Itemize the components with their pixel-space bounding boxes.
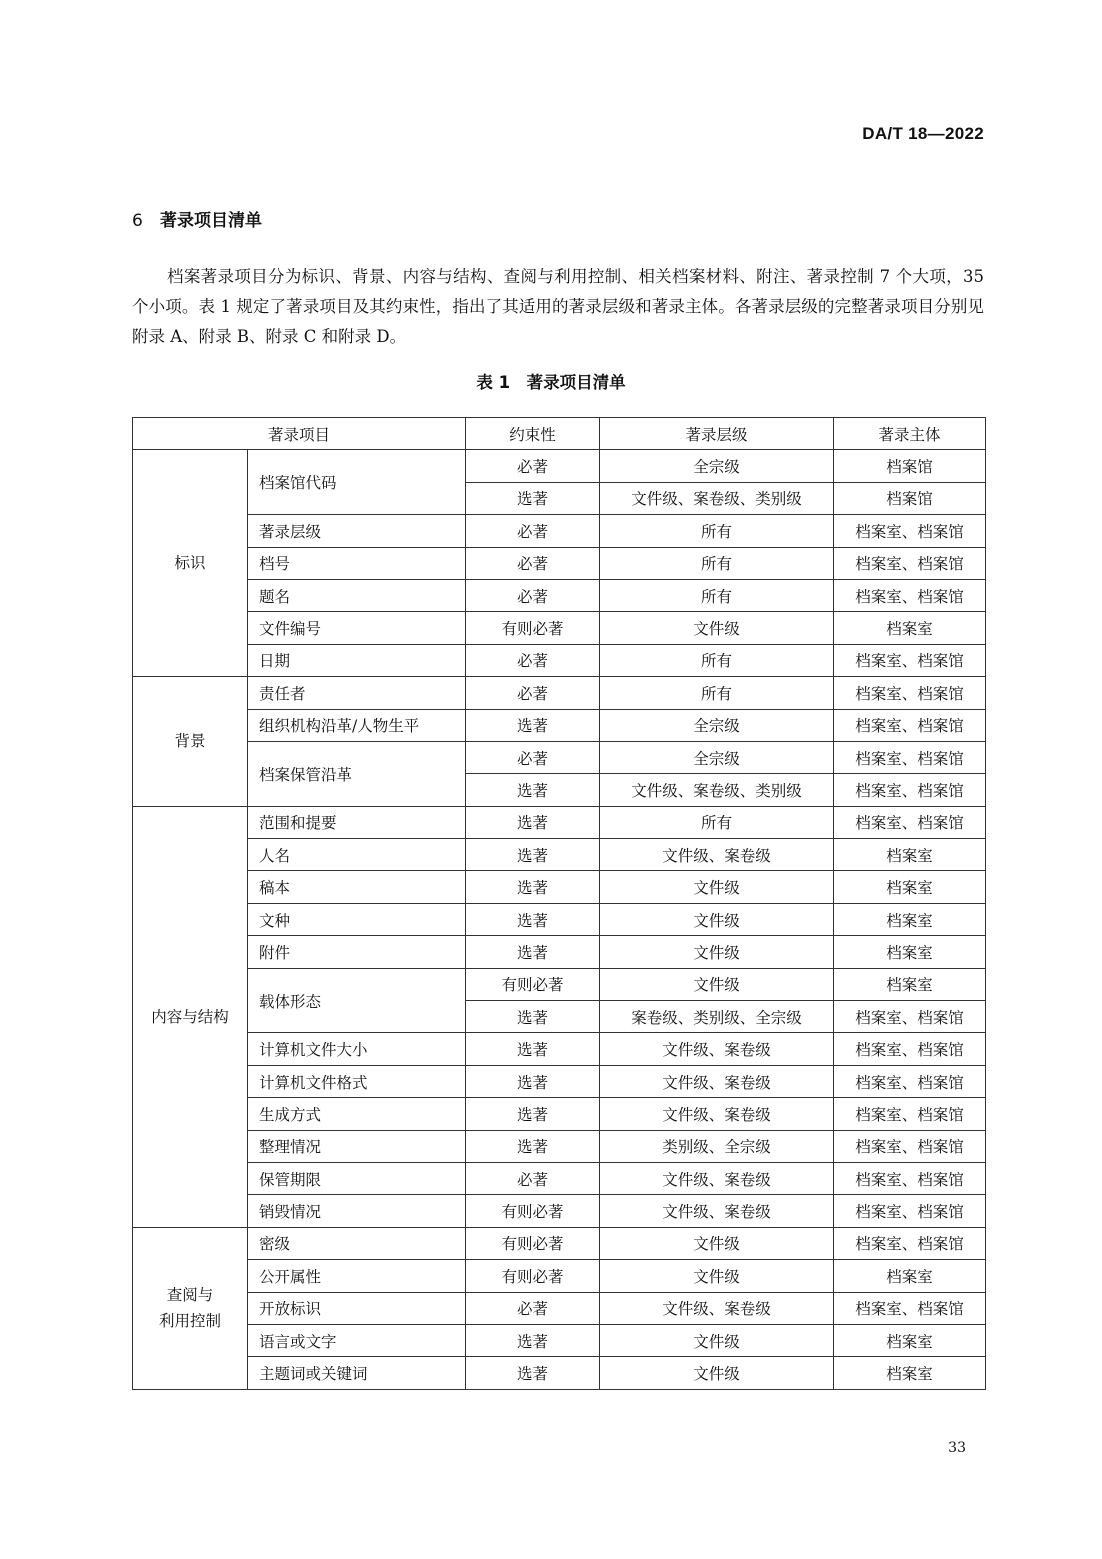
category-cell: 背景 [133, 677, 248, 807]
constraint-cell: 必著 [466, 1162, 600, 1194]
item-name-cell: 责任者 [248, 677, 466, 709]
table-row [133, 677, 986, 709]
level-cell: 所有 [600, 515, 834, 547]
category-cell: 内容与结构 [133, 806, 248, 1227]
level-cell: 文件级、案卷级 [600, 839, 834, 871]
constraint-cell: 有则必著 [466, 612, 600, 644]
table-header-row [133, 418, 986, 450]
constraint-cell: 选著 [466, 1001, 600, 1033]
category-cell: 标识 [133, 450, 248, 677]
subject-cell: 档案室 [834, 839, 986, 871]
subject-cell: 档案室、档案馆 [834, 1065, 986, 1097]
constraint-cell: 必著 [466, 547, 600, 579]
subject-cell: 档案室、档案馆 [834, 774, 986, 806]
table-row [133, 1033, 986, 1065]
constraint-cell: 选著 [466, 482, 600, 514]
column-header-item: 著录项目 [133, 418, 466, 450]
subject-cell: 档案馆 [834, 450, 986, 482]
subject-cell: 档案室 [834, 1260, 986, 1292]
item-name-cell: 生成方式 [248, 1098, 466, 1130]
level-cell: 文件级、案卷级 [600, 1033, 834, 1065]
constraint-cell: 必著 [466, 741, 600, 773]
subject-cell: 档案室、档案馆 [834, 547, 986, 579]
subject-cell: 档案室、档案馆 [834, 741, 986, 773]
level-cell: 文件级、案卷级 [600, 1292, 834, 1324]
category-cell: 查阅与 利用控制 [133, 1227, 248, 1389]
body-paragraph: 档案著录项目分为标识、背景、内容与结构、查阅与利用控制、相关档案材料、附注、著录控制 7 个大项，35 个小项。表 1 规定了著录项目及其约束性，指出了其适用的著录层级和著录主体。各著录层级的完整著录项目分别见附录 A、附录 B、附录 C 和附录 D。 [132, 267, 984, 346]
constraint-cell: 必著 [466, 579, 600, 611]
level-cell: 文件级、案卷级 [600, 1098, 834, 1130]
item-name-cell: 整理情况 [248, 1130, 466, 1162]
constraint-cell: 有则必著 [466, 968, 600, 1000]
level-cell: 文件级 [600, 1227, 834, 1259]
constraint-cell: 选著 [466, 1324, 600, 1356]
subject-cell: 档案室、档案馆 [834, 709, 986, 741]
subject-cell: 档案室 [834, 1324, 986, 1356]
subject-cell: 档案室、档案馆 [834, 1001, 986, 1033]
item-name-cell: 语言或文字 [248, 1324, 466, 1356]
constraint-cell: 选著 [466, 774, 600, 806]
table-row [133, 871, 986, 903]
section-number: 6 [132, 211, 143, 231]
level-cell: 文件级、案卷级、类别级 [600, 774, 834, 806]
table-row [133, 579, 986, 611]
table-row [133, 1357, 986, 1389]
table-row [133, 1195, 986, 1227]
table-row [133, 806, 986, 838]
subject-cell: 档案室、档案馆 [834, 1195, 986, 1227]
table-row [133, 1227, 986, 1259]
table-row [133, 450, 986, 482]
standard-code: DA/T 18—2022 [862, 124, 984, 143]
subject-cell: 档案室、档案馆 [834, 579, 986, 611]
table-row [133, 741, 986, 773]
table-row [133, 1162, 986, 1194]
item-name-cell: 主题词或关键词 [248, 1357, 466, 1389]
item-name-cell: 档案馆代码 [248, 450, 466, 515]
section-heading [132, 206, 262, 231]
subject-cell: 档案室、档案馆 [834, 1098, 986, 1130]
subject-cell: 档案室、档案馆 [834, 1227, 986, 1259]
constraint-cell: 必著 [466, 677, 600, 709]
table-caption: 表 1 著录项目清单 [476, 373, 626, 392]
item-name-cell: 附件 [248, 936, 466, 968]
item-name-cell: 销毁情况 [248, 1195, 466, 1227]
table-row [133, 1260, 986, 1292]
level-cell: 所有 [600, 547, 834, 579]
constraint-cell: 必著 [466, 450, 600, 482]
subject-cell: 档案室 [834, 871, 986, 903]
constraint-cell: 有则必著 [466, 1195, 600, 1227]
level-cell: 文件级 [600, 612, 834, 644]
subject-cell: 档案室 [834, 968, 986, 1000]
level-cell: 全宗级 [600, 709, 834, 741]
constraint-cell: 选著 [466, 1033, 600, 1065]
subject-cell: 档案室、档案馆 [834, 515, 986, 547]
item-name-cell: 档案保管沿革 [248, 741, 466, 806]
item-name-cell: 计算机文件格式 [248, 1065, 466, 1097]
item-name-cell: 档号 [248, 547, 466, 579]
level-cell: 所有 [600, 677, 834, 709]
subject-cell: 档案室 [834, 1357, 986, 1389]
table-row [133, 1130, 986, 1162]
table-row [133, 1065, 986, 1097]
table-row [133, 1098, 986, 1130]
item-name-cell: 保管期限 [248, 1162, 466, 1194]
table-row [133, 968, 986, 1000]
table-row [133, 547, 986, 579]
subject-cell: 档案室、档案馆 [834, 1292, 986, 1324]
level-cell: 文件级、案卷级 [600, 1162, 834, 1194]
subject-cell: 档案室、档案馆 [834, 677, 986, 709]
level-cell: 文件级 [600, 903, 834, 935]
constraint-cell: 选著 [466, 1130, 600, 1162]
constraint-cell: 选著 [466, 1065, 600, 1097]
constraint-cell: 选著 [466, 1357, 600, 1389]
level-cell: 全宗级 [600, 450, 834, 482]
constraint-cell: 必著 [466, 1292, 600, 1324]
table-row [133, 515, 986, 547]
page-number: 33 [948, 1440, 966, 1456]
level-cell: 文件级 [600, 871, 834, 903]
subject-cell: 档案室、档案馆 [834, 1033, 986, 1065]
table-row [133, 1324, 986, 1356]
column-header-subject: 著录主体 [834, 418, 986, 450]
constraint-cell: 必著 [466, 644, 600, 676]
item-name-cell: 范围和提要 [248, 806, 466, 838]
constraint-cell: 选著 [466, 839, 600, 871]
constraint-cell: 必著 [466, 515, 600, 547]
constraint-cell: 选著 [466, 871, 600, 903]
item-name-cell: 开放标识 [248, 1292, 466, 1324]
item-name-cell: 密级 [248, 1227, 466, 1259]
level-cell: 文件级、案卷级、类别级 [600, 482, 834, 514]
subject-cell: 档案室、档案馆 [834, 1162, 986, 1194]
constraint-cell: 有则必著 [466, 1260, 600, 1292]
item-name-cell: 日期 [248, 644, 466, 676]
table-row [133, 1292, 986, 1324]
constraint-cell: 有则必著 [466, 1227, 600, 1259]
level-cell: 文件级 [600, 1324, 834, 1356]
level-cell: 文件级 [600, 968, 834, 1000]
column-header-constraint: 约束性 [466, 418, 600, 450]
level-cell: 类别级、全宗级 [600, 1130, 834, 1162]
level-cell: 所有 [600, 579, 834, 611]
item-name-cell: 文种 [248, 903, 466, 935]
level-cell: 文件级 [600, 1260, 834, 1292]
level-cell: 案卷级、类别级、全宗级 [600, 1001, 834, 1033]
column-header-level: 著录层级 [600, 418, 834, 450]
item-name-cell: 组织机构沿革/人物生平 [248, 709, 466, 741]
subject-cell: 档案室 [834, 612, 986, 644]
level-cell: 文件级 [600, 936, 834, 968]
table-row [133, 612, 986, 644]
section-title: 著录项目清单 [160, 211, 262, 231]
subject-cell: 档案室、档案馆 [834, 644, 986, 676]
subject-cell: 档案室、档案馆 [834, 806, 986, 838]
table-row [133, 903, 986, 935]
item-name-cell: 稿本 [248, 871, 466, 903]
constraint-cell: 选著 [466, 806, 600, 838]
level-cell: 文件级 [600, 1357, 834, 1389]
subject-cell: 档案室 [834, 903, 986, 935]
item-name-cell: 题名 [248, 579, 466, 611]
constraint-cell: 选著 [466, 1098, 600, 1130]
constraint-cell: 选著 [466, 936, 600, 968]
item-name-cell: 载体形态 [248, 968, 466, 1033]
subject-cell: 档案馆 [834, 482, 986, 514]
subject-cell: 档案室、档案馆 [834, 1130, 986, 1162]
constraint-cell: 选著 [466, 709, 600, 741]
level-cell: 全宗级 [600, 741, 834, 773]
catalog-items-table [132, 417, 986, 1390]
item-name-cell: 公开属性 [248, 1260, 466, 1292]
level-cell: 所有 [600, 806, 834, 838]
table-row [133, 644, 986, 676]
table-row [133, 936, 986, 968]
item-name-cell: 人名 [248, 839, 466, 871]
subject-cell: 档案室 [834, 936, 986, 968]
table-row [133, 839, 986, 871]
level-cell: 所有 [600, 644, 834, 676]
table-body [133, 450, 986, 1389]
level-cell: 文件级、案卷级 [600, 1195, 834, 1227]
table-row [133, 709, 986, 741]
level-cell: 文件级、案卷级 [600, 1065, 834, 1097]
constraint-cell: 选著 [466, 903, 600, 935]
item-name-cell: 文件编号 [248, 612, 466, 644]
item-name-cell: 著录层级 [248, 515, 466, 547]
item-name-cell: 计算机文件大小 [248, 1033, 466, 1065]
